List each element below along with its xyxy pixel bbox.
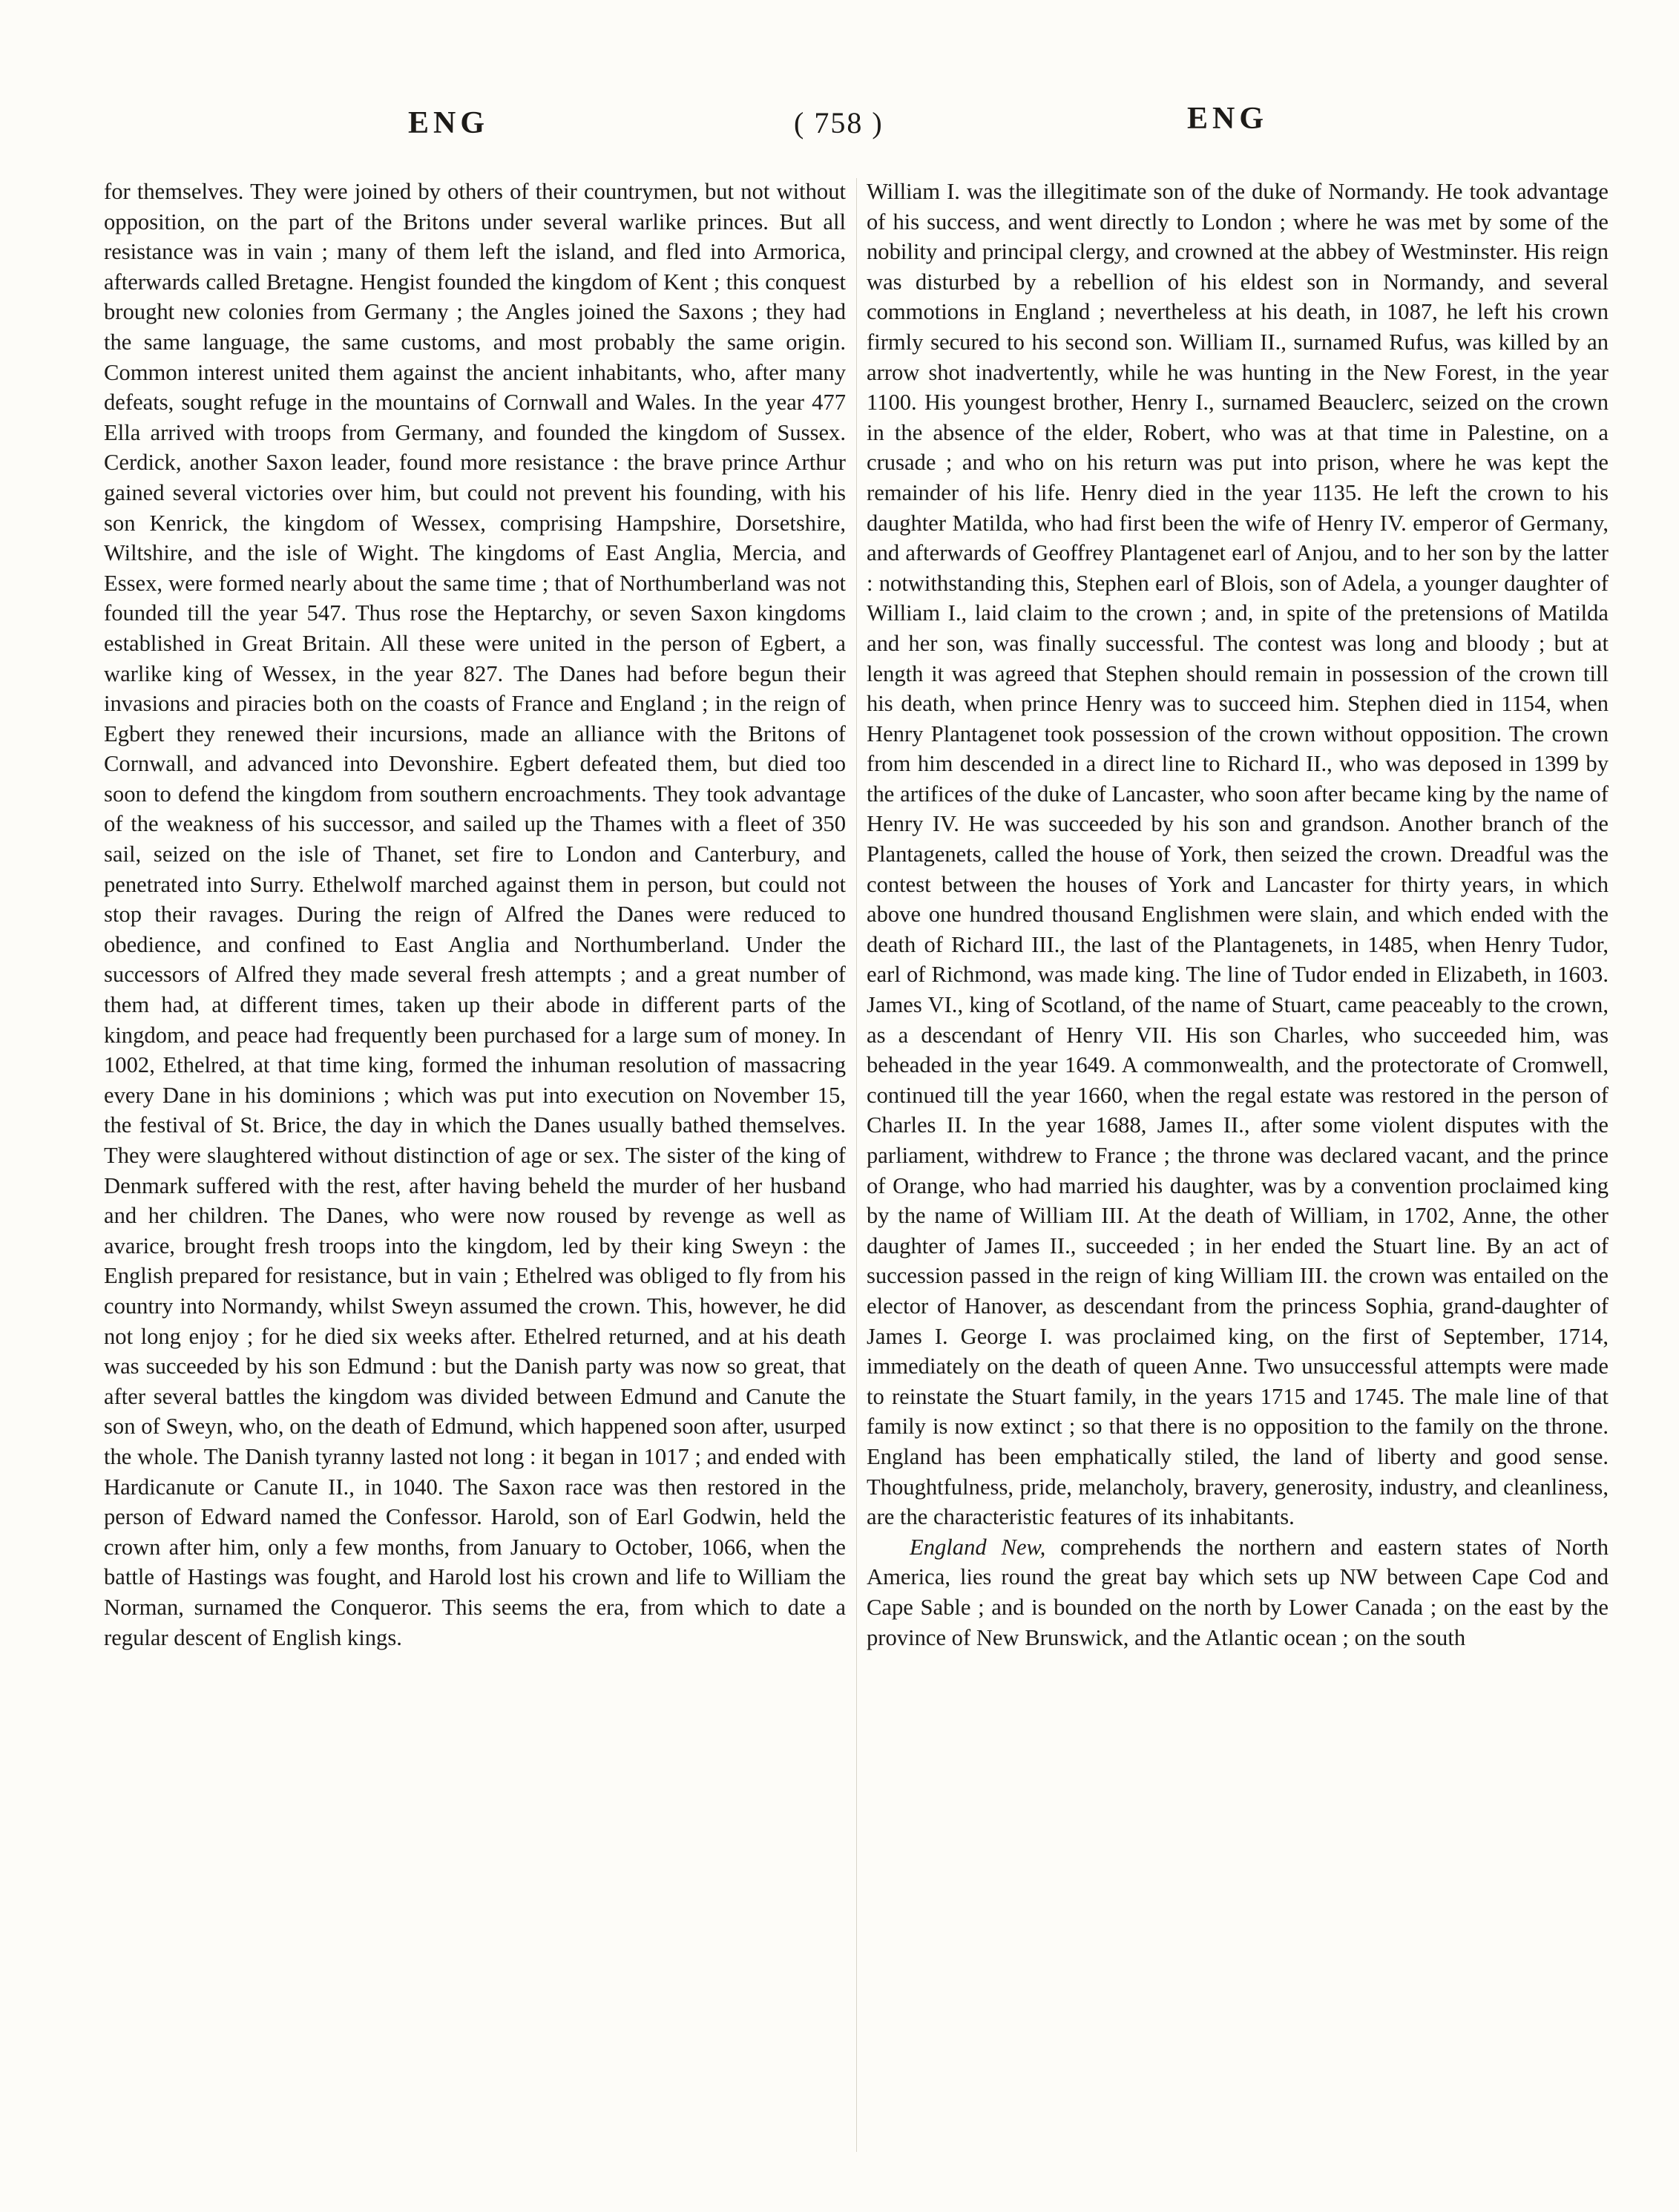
left-column-paragraph: for themselves. They were joined by others of their countrymen, but not without opposition, on the part of the Britons under several warlike princes. But all resistance was in vain ; many of them left the island, and fled into Armorica, afterwards called Bretagne. Hengist founded the kingdom of Kent ; this conquest brought new colonies from Germany ; the Angles joined the Saxons ; they had the same language, the same customs, and most probably the same origin. Common interest united them against the ancient inhabitants, who, after many defeats, sought refuge in the mountains of Cornwall and Wales. In the year 477 Ella arrived with troops from Germany, and founded the kingdom of Sussex. Cerdick, another Saxon leader, found more resistance : the brave prince Arthur gained several victories over him, but could not prevent his founding, with his son Kenrick, the kingdom of Wessex, comprising Hampshire, Dorsetshire, Wiltshire, and the isle of Wight. The kingdoms of East Anglia, Mercia, and Essex, were formed nearly about the same time ; that of Northumberland was not founded till the year 547. Thus rose the Heptarchy, or seven Saxon kingdoms established in Great Britain. All these were united in the person of Egbert, a warlike king of Wessex, in the year 827. The Danes had before begun their invasions and piracies both on the coasts of France and England ; in the reign of Egbert they renewed their incursions, made an alliance with the Britons of Cornwall, and advanced into Devonshire. Egbert defeated them, but died too soon to defend the kingdom from southern encroachments. They took advantage of the weakness of his successor, and sailed up the Thames with a fleet of 350 sail, seized on the isle of Thanet, set fire to London and Canterbury, and penetrated into Surry. Ethelwolf marched against them in person, but could not stop their ravages. During the reign of Alfred the Danes were reduced to obedience, and confined to East Anglia and Northumberland. Under the successors of Alfred they made several fresh attempts ; and a great number of them had, at different times, taken up their abode in different parts of the kingdom, and peace had frequently been purchased for a large sum of money. In 1002, Ethelred, at that time king, formed the inhuman resolution of massacring every Dane in his dominions ; which was put into execution on November 15, the festival of St. Brice, the day in which the Danes usually bathed themselves. They were slaughtered without distinction of age or sex. The sister of the king of Denmark suffered with the rest, after having beheld the murder of her husband and her children. The Danes, who were now roused by revenge as well as avarice, brought fresh troops into the kingdom, led by their king Sweyn : the English prepared for resistance, but in vain ; Ethelred was obliged to fly from his country into Normandy, whilst Sweyn assumed the crown. This, however, he did not long enjoy ; for he died six weeks after. Ethelred returned, and at his death was succeeded by his son Edmund : but the Danish party was now so great, that after several battles the kingdom was divided between Edmund and Canute the son of Sweyn, who, on the death of Edmund, which happened soon after, usurped the whole. The Danish tyranny lasted not long : it began in 1017 ; and ended with Hardicanute or Canute II., in 1040. The Saxon race was then restored in the person of Edward named the Confessor. Harold, son of Earl Godwin, held the crown after him, only a few months, from January to October, 1066, when the battle of Hastings was fought, and Harold lost his crown and life to William the Norman, surnamed the Conqueror. This seems the era, from which to date a regular descent of English kings. <box>104 179 846 1650</box>
page-number: ( 758 ) <box>794 106 884 140</box>
running-head <box>104 102 1335 157</box>
entry-text: comprehends the northern and eastern states of North America, lies round the great bay which sets up NW between Cape Cod and Cape Sable ; and is bounded on the north by Lower Canada ; on the east by the province of New Brunswick, and the Atlantic ocean ; on the south <box>867 1534 1609 1650</box>
right-column-paragraph: William I. was the illegitimate son of the duke of Normandy. He took advantage of his success, and went directly to London ; where he was met by some of the nobility and principal clergy, and crowned at the abbey of Westminster. His reign was disturbed by a rebellion of his eldest son in Normandy, and several commotions in England ; nevertheless at his death, in 1087, he left his crown firmly secured to his second son. William II., surnamed Rufus, was killed by an arrow shot inadvertently, while he was hunting in the New Forest, in the year 1100. His youngest brother, Henry I., surnamed Beauclerc, seized on the crown in the absence of the elder, Robert, who was at that time in Palestine, on a crusade ; and who on his return was put into prison, where he was kept the remainder of his life. Henry died in the year 1135. He left the crown to his daughter Matilda, who had first been the wife of Henry IV. emperor of Germany, and afterwards of Geoffrey Plantagenet earl of Anjou, and to her son by the latter : notwithstanding this, Stephen earl of Blois, son of Adela, a younger daughter of William I., laid claim to the crown ; and, in spite of the pretensions of Matilda and her son, was finally successful. The contest was long and bloody ; but at length it was agreed that Stephen should remain in possession of the crown till his death, when prince Henry was to succeed him. Stephen died in 1154, when Henry Plantagenet took possession of the crown without opposition. The crown from him descended in a direct line to Richard II., who was deposed in 1399 by the artifices of the duke of Lancaster, who soon after became king by the name of Henry IV. He was succeeded by his son and grandson. Another branch of the Plantagenets, called the house of York, then seized the crown. Dreadful was the contest between the houses of York and Lancaster for thirty years, in which above one hundred thousand Englishmen were slain, and which ended with the death of Richard III., the last of the Plantagenets, in 1485, when Henry Tudor, earl of Richmond, was made king. The line of Tudor ended in Elizabeth, in 1603. James VI., king of Scotland, of the name of Stuart, came peaceably to the crown, as a descendant of Henry VII. His son Charles, who succeeded him, was beheaded in the year 1649. A commonwealth, and the protectorate of Cromwell, continued till the year 1660, when the regal estate was restored in the person of Charles II. In the year 1688, James II., after some violent disputes with the parliament, withdrew to France ; the throne was declared vacant, and the prince of Orange, who had married his daughter, was by a convention proclaimed king by the name of William III. At the death of William, in 1702, Anne, the other daughter of James II., succeeded ; in her ended the Stuart line. By an act of succession passed in the reign of king William III. the crown was entailed on the elector of Hanover, as descendant from the princess Sophia, grand-daughter of James I. George I. was proclaimed king, on the first of September, 1714, immediately on the death of queen Anne. Two unsuccessful attempts were made to reinstate the Stuart family, in the years 1715 and 1745. The male line of that family is now extinct ; so that there is no opposition to the family on the throne. England has been emphatically stiled, the land of liberty and good sense. Thoughtfulness, pride, melancholy, bravery, generosity, industry, and cleanliness, are the characteristic features of its inhabitants. <box>867 179 1609 1530</box>
running-head-right: ENG <box>1187 102 1269 136</box>
column-divider <box>856 178 857 2152</box>
running-head-left: ENG <box>408 106 490 140</box>
entry-england-new <box>867 1532 1609 1653</box>
right-column <box>867 177 1609 1653</box>
left-column <box>104 177 846 1653</box>
entry-term: England New, <box>910 1534 1046 1560</box>
